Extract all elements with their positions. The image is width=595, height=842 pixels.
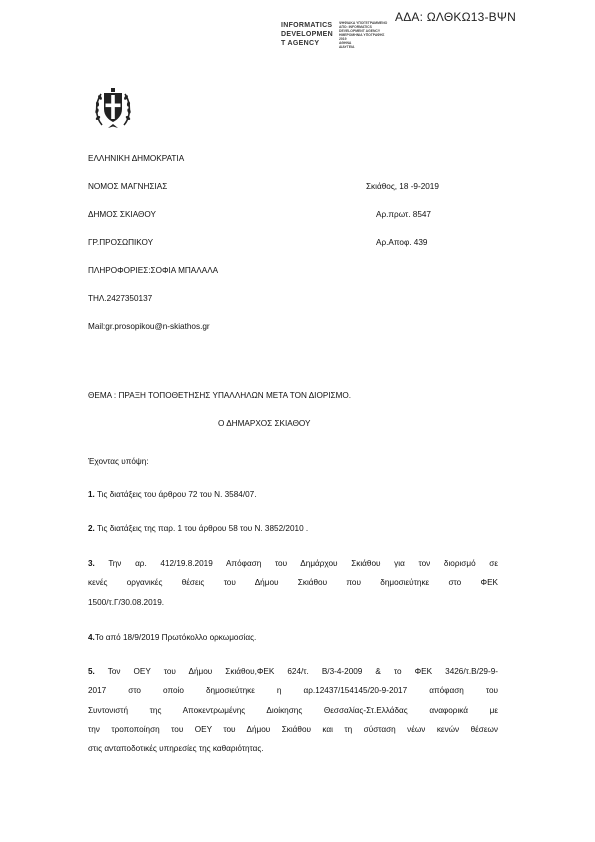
phone-number: ΤΗΛ.2427350137 [88,294,153,303]
email-address: Mail:gr.prosopikou@n-skiathos.gr [88,322,210,331]
decision-number: Αρ.Αποφ. 439 [376,238,428,247]
list-item: 1. Τις διατάξεις του άρθρου 72 του Ν. 3584/07. [88,490,257,499]
department-label: ΓΡ.ΠΡΟΣΩΠΙΚΟΥ [88,238,154,247]
republic-heading: ΕΛΛΗΝΙΚΗ ΔΗΜΟΚΡΑΤΙΑ [88,154,185,163]
stamp-signature-details: ΨΗΦΙΑΚΑ ΥΠΟΓΕΓΡΑΜΜΕΝΟ ΑΠΟ: INFORMATICS DEVELOPMENT AGENCY ΗΜΕΡΟΜΗΝΙΑ ΥΠΟΓΡΑΦΗΣ 2019 ΑΘΗΝΑ ΔΙΑΥΓΕΙΑ [339,21,388,49]
list-item: 2. Τις διατάξεις της παρ. 1 του άρθρου 58 του Ν. 3852/2010 . [88,524,309,533]
mayor-heading: Ο ΔΗΜΑΡΧΟΣ ΣΚΙΑΘΟΥ [218,419,311,428]
municipality-label: ΔΗΜΟΣ ΣΚΙΑΘΟΥ [88,210,156,219]
stamp-agency-name: INFORMATICS DEVELOPMEN T AGENCY [281,22,334,47]
ada-code: ΑΔΑ: ΩΛΘΚΩ13-ΒΨΝ [395,10,516,24]
prefecture-label: ΝΟΜΟΣ ΜΑΓΝΗΣΙΑΣ [88,182,168,191]
subject-line: ΘΕΜΑ : ΠΡΑΞΗ ΤΟΠΟΘΕΤΗΣΗΣ ΥΠΑΛΛΗΛΩΝ ΜΕΤΑ ΤΟΝ ΔΙΟΡΙΣΜΟ. [88,391,352,400]
considering-label: Έχοντας υπόψη: [88,457,149,466]
place-date: Σκιάθος, 18 -9-2019 [366,182,439,191]
protocol-number: Αρ.πρωτ. 8547 [376,210,431,219]
greek-coat-of-arms-icon [93,85,133,131]
list-item: 5. Τον ΟΕΥ του Δήμου Σκιάθου,ΦΕΚ 624/τ. Β/3-4-2009 & το ΦΕΚ 3426/τ.Β/29-9- 2017 στο οποίο δημοσιεύτηκε η αρ.12437/154145/20-9-2017 απόφαση του Συντονιστή της Αποκεντρωμένης Διοίκησης Θεσσαλίας-Στ.Ελλάδας αναφορικά με την τροποποίηση του ΟΕΥ του Δήμου Σκιάθου και τη σύσταση νέων κενών θέσεων στις ανταποδοτικές υπηρεσίες της καθαριότητας. [88,667,498,754]
list-item: 3. Την αρ. 412/19.8.2019 Απόφαση του Δημάρχου Σκιάθου για τον διορισμό σε κενές οργανικές θέσεις του Δήμου Σκιάθου που δημοσιεύτηκε στο ΦΕΚ 1500/τ.Γ/30.08.2019. [88,559,498,607]
list-item: 4.Το από 18/9/2019 Πρωτόκολλο ορκωμοσίας. [88,633,257,642]
info-contact: ΠΛΗΡΟΦΟΡΙΕΣ:ΣΟΦΙΑ ΜΠΑΛΑΛΑ [88,266,219,275]
